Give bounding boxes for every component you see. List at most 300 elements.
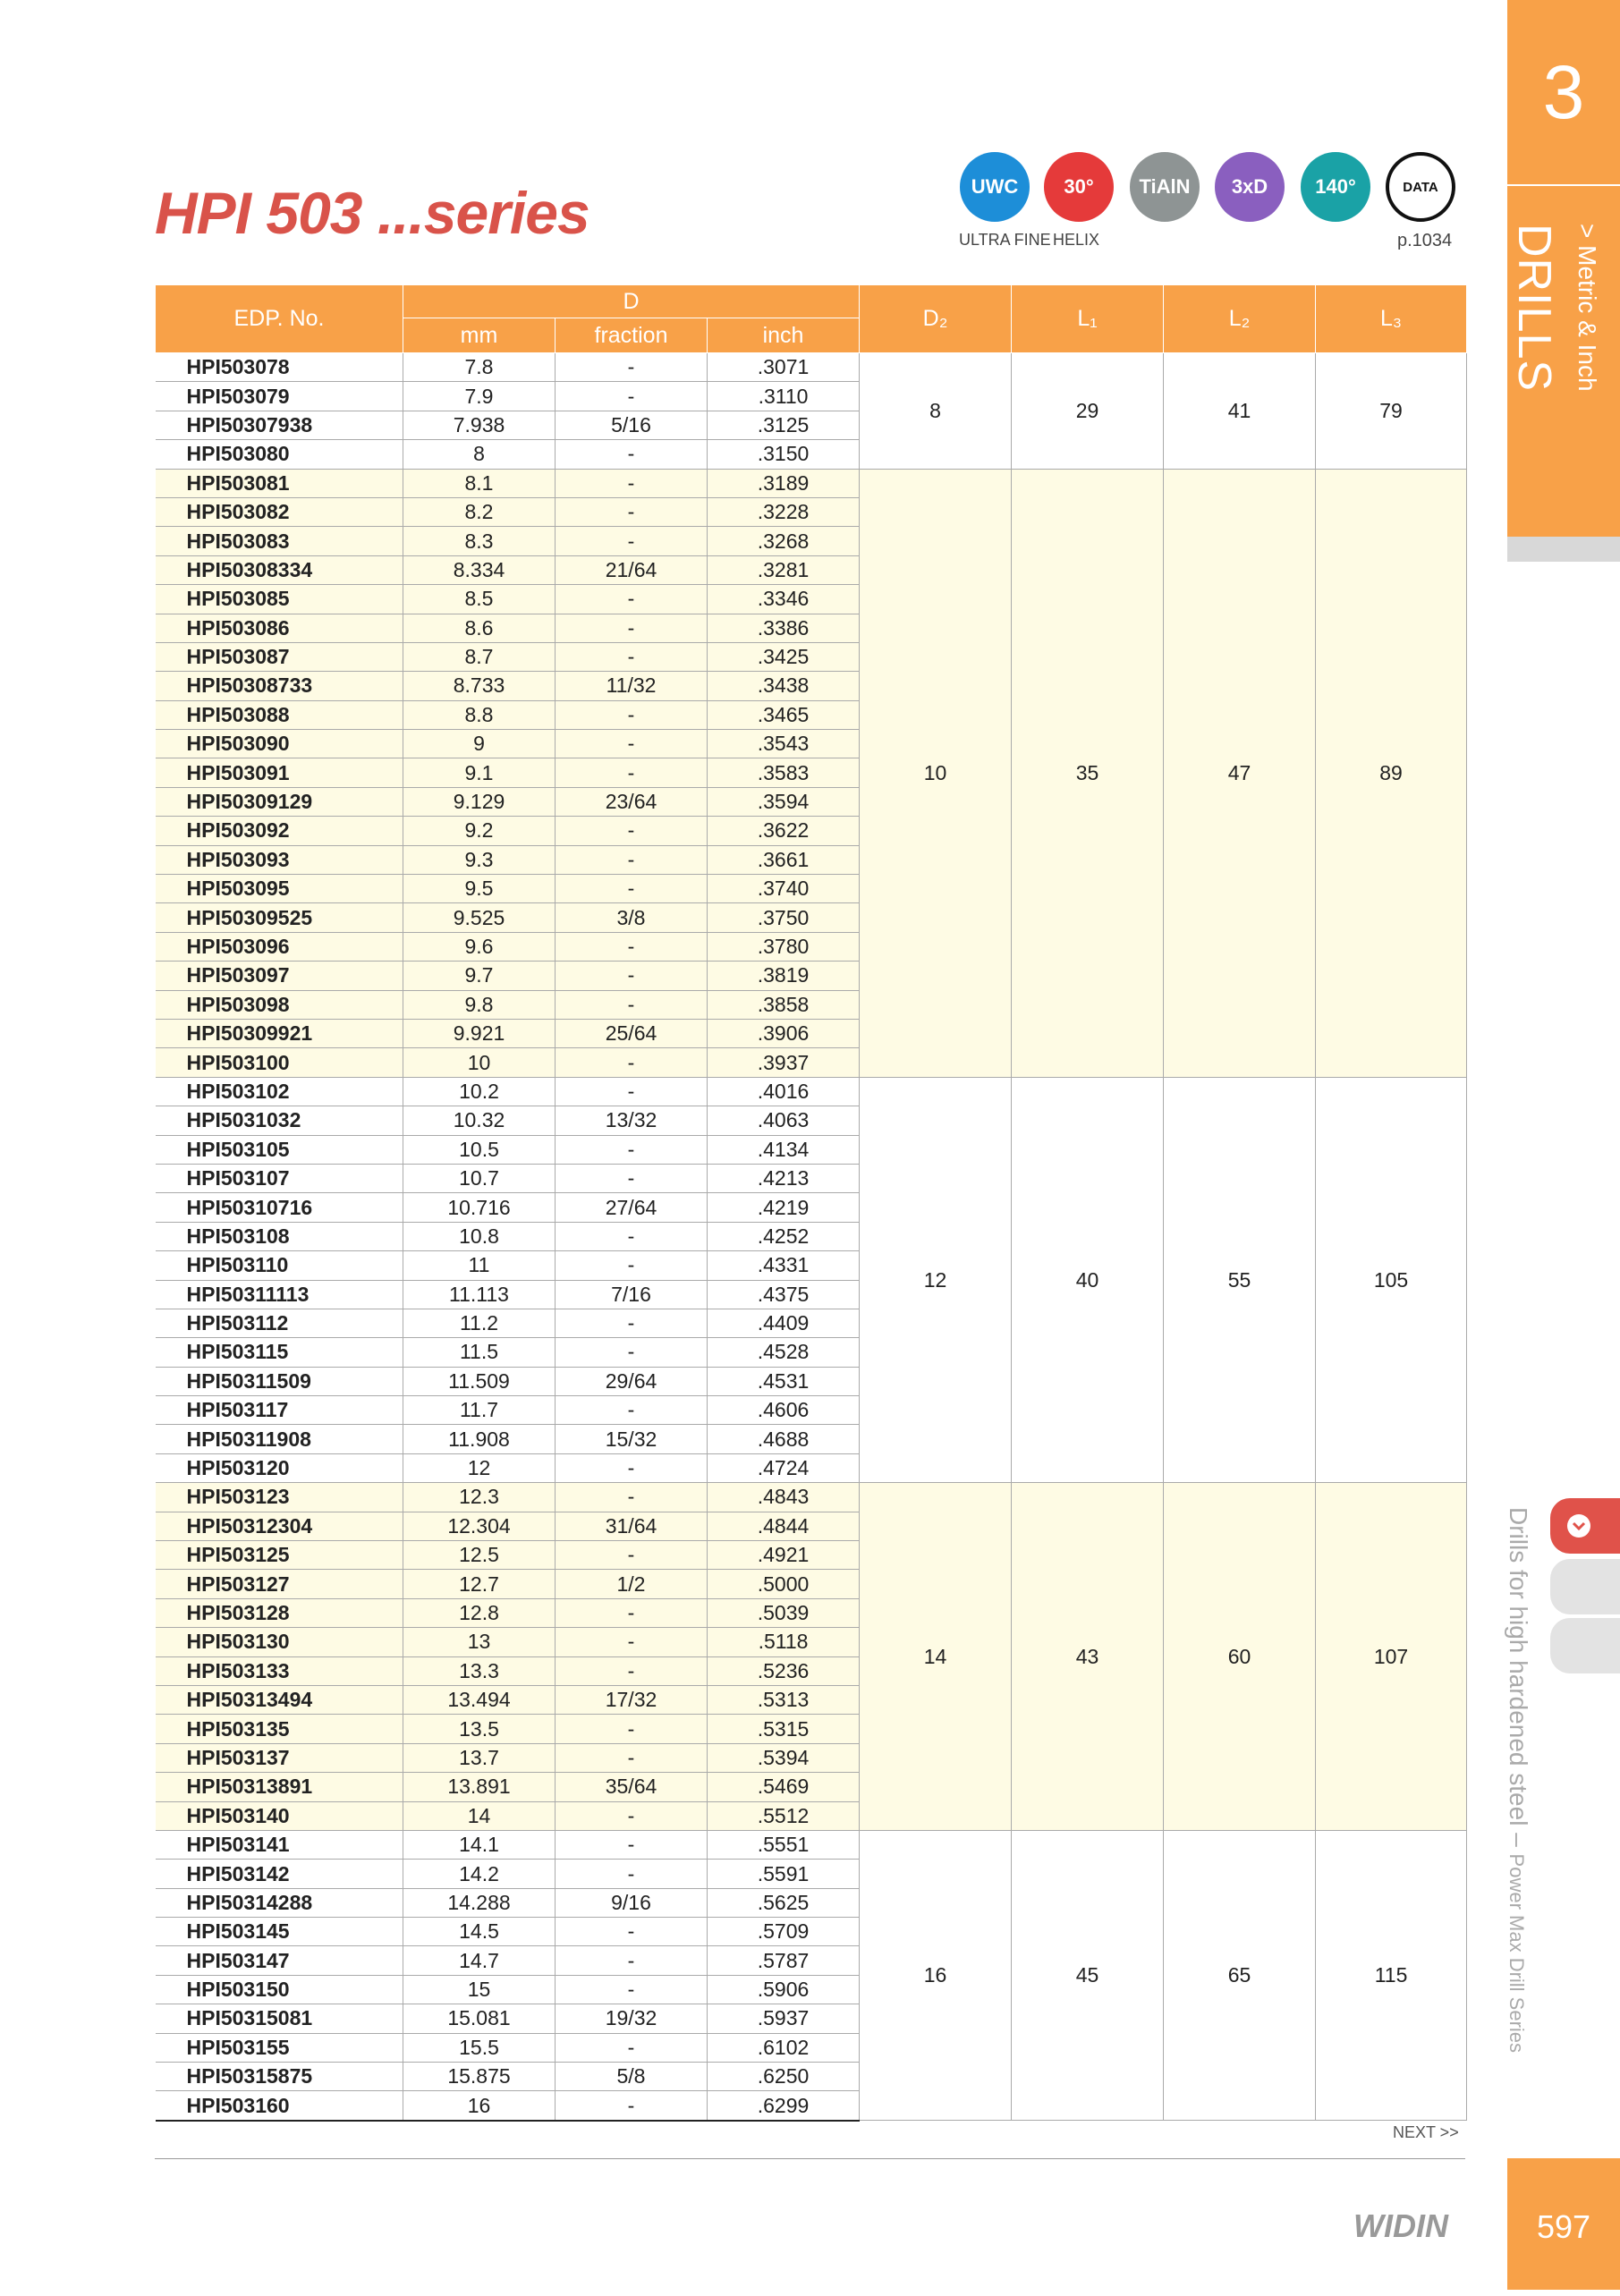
fraction-cell: 5/8 xyxy=(556,2063,708,2091)
edp-cell: HPI503127 xyxy=(156,1570,403,1598)
edp-cell: HPI503088 xyxy=(156,700,403,729)
mm-cell: 9.7 xyxy=(403,962,556,990)
category-tab[interactable] xyxy=(1550,1559,1620,1614)
edp-cell: HPI50310716 xyxy=(156,1193,403,1222)
edp-cell: HPI5031032 xyxy=(156,1106,403,1135)
col-fraction-header: fraction xyxy=(556,318,708,353)
fraction-cell: - xyxy=(556,1396,708,1425)
inch-cell: .5039 xyxy=(708,1598,860,1627)
mm-cell: 13 xyxy=(403,1628,556,1656)
mm-cell: 7.938 xyxy=(403,411,556,439)
mm-cell: 13.891 xyxy=(403,1773,556,1801)
edp-cell: HPI503133 xyxy=(156,1656,403,1685)
l1-cell: 40 xyxy=(1012,1077,1164,1482)
inch-cell: .3189 xyxy=(708,469,860,497)
edp-cell: HPI503087 xyxy=(156,642,403,671)
mm-cell: 14 xyxy=(403,1801,556,1830)
mm-cell: 11.5 xyxy=(403,1338,556,1367)
mm-cell: 15.5 xyxy=(403,2033,556,2062)
mm-cell: 8.7 xyxy=(403,642,556,671)
fraction-cell: - xyxy=(556,1743,708,1772)
mm-cell: 15.081 xyxy=(403,2004,556,2033)
fraction-cell: - xyxy=(556,845,708,874)
subsection-title: > Metric & Inch xyxy=(1573,224,1601,392)
edp-cell: HPI50309525 xyxy=(156,903,403,932)
mm-cell: 8.334 xyxy=(403,555,556,584)
inch-cell: .3858 xyxy=(708,990,860,1019)
col-mm-header: mm xyxy=(403,318,556,353)
inch-cell: .4063 xyxy=(708,1106,860,1135)
l2-cell: 55 xyxy=(1164,1077,1316,1482)
fraction-cell: - xyxy=(556,990,708,1019)
inch-cell: .3281 xyxy=(708,555,860,584)
inch-cell: .3071 xyxy=(708,353,860,382)
edp-cell: HPI503105 xyxy=(156,1135,403,1164)
inch-cell: .3740 xyxy=(708,875,860,903)
mm-cell: 11.7 xyxy=(403,1396,556,1425)
mm-cell: 16 xyxy=(403,2091,556,2121)
col-inch-header: inch xyxy=(708,318,860,353)
inch-cell: .3622 xyxy=(708,817,860,845)
edp-cell: HPI503081 xyxy=(156,469,403,497)
l3-cell: 89 xyxy=(1316,469,1467,1077)
d2-cell: 12 xyxy=(860,1077,1012,1482)
fraction-cell: - xyxy=(556,1918,708,1946)
product-table xyxy=(155,284,1467,2122)
fraction-cell: 25/64 xyxy=(556,1019,708,1047)
fraction-cell: - xyxy=(556,1222,708,1250)
category-tab[interactable] xyxy=(1550,1618,1620,1673)
edp-cell: HPI503147 xyxy=(156,1946,403,1975)
edp-cell: HPI503135 xyxy=(156,1715,403,1743)
mm-cell: 8.2 xyxy=(403,497,556,526)
fraction-cell: - xyxy=(556,1251,708,1280)
edp-cell: HPI50309129 xyxy=(156,787,403,816)
inch-cell: .3386 xyxy=(708,614,860,642)
edp-cell: HPI503100 xyxy=(156,1048,403,1077)
mm-cell: 10 xyxy=(403,1048,556,1077)
mm-cell: 11.2 xyxy=(403,1309,556,1337)
chapter-number: 3 xyxy=(1542,50,1585,134)
inch-cell: .4688 xyxy=(708,1425,860,1453)
inch-cell: .6250 xyxy=(708,2063,860,2091)
fraction-cell: - xyxy=(556,1483,708,1512)
inch-cell: .3594 xyxy=(708,787,860,816)
fraction-cell: - xyxy=(556,1656,708,1685)
vertical-subtitle: Power Max Drill Series xyxy=(1505,1853,1528,2054)
inch-cell: .3110 xyxy=(708,382,860,411)
inch-cell: .4213 xyxy=(708,1164,860,1192)
l2-cell: 41 xyxy=(1164,353,1316,470)
fraction-cell: 19/32 xyxy=(556,2004,708,2033)
table-row xyxy=(156,1077,1467,1106)
mm-cell: 10.7 xyxy=(403,1164,556,1192)
mm-cell: 9.3 xyxy=(403,845,556,874)
fraction-cell: 5/16 xyxy=(556,411,708,439)
inch-cell: .3150 xyxy=(708,440,860,469)
mm-cell: 10.8 xyxy=(403,1222,556,1250)
inch-cell: .5906 xyxy=(708,1975,860,2004)
brand-logo: WIDIN xyxy=(1353,2207,1448,2244)
fraction-cell: - xyxy=(556,962,708,990)
edp-cell: HPI503086 xyxy=(156,614,403,642)
inch-cell: .3438 xyxy=(708,672,860,700)
fraction-cell: 11/32 xyxy=(556,672,708,700)
edp-cell: HPI503090 xyxy=(156,730,403,758)
inch-cell: .4252 xyxy=(708,1222,860,1250)
inch-cell: .5000 xyxy=(708,1570,860,1598)
fraction-cell: - xyxy=(556,642,708,671)
inch-cell: .5787 xyxy=(708,1946,860,1975)
category-tab-active[interactable] xyxy=(1550,1498,1620,1554)
mm-cell: 12.3 xyxy=(403,1483,556,1512)
edp-cell: HPI50308733 xyxy=(156,672,403,700)
l1-cell: 35 xyxy=(1012,469,1164,1077)
edp-cell: HPI503115 xyxy=(156,1338,403,1367)
fraction-cell: - xyxy=(556,2033,708,2062)
edp-cell: HPI503130 xyxy=(156,1628,403,1656)
vertical-title: Drills for high hardened steel – xyxy=(1505,1507,1532,1854)
inch-cell: .3750 xyxy=(708,903,860,932)
data-icon: DATA xyxy=(1386,152,1455,222)
edp-cell: HPI503160 xyxy=(156,2091,403,2121)
inch-cell: .3228 xyxy=(708,497,860,526)
fraction-cell: - xyxy=(556,1541,708,1570)
fraction-cell: - xyxy=(556,758,708,787)
fraction-cell: - xyxy=(556,1164,708,1192)
edp-cell: HPI50314288 xyxy=(156,1888,403,1917)
fraction-cell: - xyxy=(556,382,708,411)
edp-cell: HPI503150 xyxy=(156,1975,403,2004)
inch-cell: .4409 xyxy=(708,1309,860,1337)
inch-cell: .4921 xyxy=(708,1541,860,1570)
l3-cell: 115 xyxy=(1316,1830,1467,2120)
inch-cell: .3780 xyxy=(708,932,860,961)
edp-cell: HPI50313494 xyxy=(156,1685,403,1714)
edp-cell: HPI503078 xyxy=(156,353,403,382)
fraction-cell: - xyxy=(556,440,708,469)
fraction-cell: 15/32 xyxy=(556,1425,708,1453)
uwc-icon: UWC xyxy=(960,152,1030,222)
l3-cell: 105 xyxy=(1316,1077,1467,1482)
vertical-section-label xyxy=(1504,1507,1532,2053)
fraction-cell: - xyxy=(556,2091,708,2121)
3xd-icon: 3xD xyxy=(1215,152,1285,222)
col-d-header: D xyxy=(403,285,860,318)
edp-cell: HPI503091 xyxy=(156,758,403,787)
fraction-cell: 9/16 xyxy=(556,1888,708,1917)
edp-cell: HPI50311113 xyxy=(156,1280,403,1309)
edp-cell: HPI503095 xyxy=(156,875,403,903)
l1-cell: 43 xyxy=(1012,1483,1164,1831)
inch-cell: .5591 xyxy=(708,1860,860,1888)
fraction-cell: - xyxy=(556,1077,708,1106)
mm-cell: 14.2 xyxy=(403,1860,556,1888)
page-title: HPI 503 ...series xyxy=(155,180,589,246)
mm-cell: 8.6 xyxy=(403,614,556,642)
edp-cell: HPI503098 xyxy=(156,990,403,1019)
mm-cell: 8.1 xyxy=(403,469,556,497)
edp-cell: HPI503085 xyxy=(156,585,403,614)
page-number: 597 xyxy=(1507,2158,1620,2290)
edp-cell: HPI503083 xyxy=(156,527,403,555)
mm-cell: 15.875 xyxy=(403,2063,556,2091)
d2-cell: 14 xyxy=(860,1483,1012,1831)
mm-cell: 9.1 xyxy=(403,758,556,787)
inch-cell: .5118 xyxy=(708,1628,860,1656)
inch-cell: .3661 xyxy=(708,845,860,874)
edp-cell: HPI503145 xyxy=(156,1918,403,1946)
mm-cell: 14.1 xyxy=(403,1830,556,1859)
mm-cell: 8.3 xyxy=(403,527,556,555)
mm-cell: 9.921 xyxy=(403,1019,556,1047)
mm-cell: 8.8 xyxy=(403,700,556,729)
fraction-cell: - xyxy=(556,1338,708,1367)
mm-cell: 13.494 xyxy=(403,1685,556,1714)
edp-cell: HPI503107 xyxy=(156,1164,403,1192)
fraction-cell: - xyxy=(556,932,708,961)
inch-cell: .6299 xyxy=(708,2091,860,2121)
inch-cell: .3906 xyxy=(708,1019,860,1047)
l1-cell: 29 xyxy=(1012,353,1164,470)
inch-cell: .6102 xyxy=(708,2033,860,2062)
mm-cell: 12.5 xyxy=(403,1541,556,1570)
inch-cell: .5394 xyxy=(708,1743,860,1772)
edp-cell: HPI503117 xyxy=(156,1396,403,1425)
inch-cell: .4724 xyxy=(708,1453,860,1482)
fraction-cell: 35/64 xyxy=(556,1773,708,1801)
mm-cell: 10.32 xyxy=(403,1106,556,1135)
inch-cell: .5709 xyxy=(708,1918,860,1946)
fraction-cell: - xyxy=(556,1830,708,1859)
inch-cell: .4844 xyxy=(708,1512,860,1540)
col-l1-header: L₁ xyxy=(1012,285,1164,353)
inch-cell: .3583 xyxy=(708,758,860,787)
chevron-down-icon xyxy=(1550,1498,1620,1554)
mm-cell: 9 xyxy=(403,730,556,758)
edp-cell: HPI503108 xyxy=(156,1222,403,1250)
fraction-cell: - xyxy=(556,1715,708,1743)
mm-cell: 14.5 xyxy=(403,1918,556,1946)
fraction-cell: - xyxy=(556,1946,708,1975)
fraction-cell: - xyxy=(556,353,708,382)
inch-cell: .3125 xyxy=(708,411,860,439)
fraction-cell: - xyxy=(556,1860,708,1888)
mm-cell: 9.6 xyxy=(403,932,556,961)
l3-cell: 79 xyxy=(1316,353,1467,470)
mm-cell: 11 xyxy=(403,1251,556,1280)
fraction-cell: 7/16 xyxy=(556,1280,708,1309)
table-row xyxy=(156,1830,1467,1859)
inch-cell: .3346 xyxy=(708,585,860,614)
icon-label: ULTRA FINE xyxy=(959,231,1051,249)
fraction-cell: 13/32 xyxy=(556,1106,708,1135)
edp-cell: HPI503128 xyxy=(156,1598,403,1627)
edp-cell: HPI503120 xyxy=(156,1453,403,1482)
edp-cell: HPI503092 xyxy=(156,817,403,845)
fraction-cell: - xyxy=(556,527,708,555)
inch-cell: .5625 xyxy=(708,1888,860,1917)
mm-cell: 11.113 xyxy=(403,1280,556,1309)
inch-cell: .3465 xyxy=(708,700,860,729)
inch-cell: .3268 xyxy=(708,527,860,555)
edp-cell: HPI50309921 xyxy=(156,1019,403,1047)
inch-cell: .4331 xyxy=(708,1251,860,1280)
l2-cell: 60 xyxy=(1164,1483,1316,1831)
fraction-cell: - xyxy=(556,585,708,614)
inch-cell: .4528 xyxy=(708,1338,860,1367)
col-edp-header: EDP. No. xyxy=(156,285,403,353)
fraction-cell: - xyxy=(556,1628,708,1656)
fraction-cell: 1/2 xyxy=(556,1570,708,1598)
mm-cell: 9.129 xyxy=(403,787,556,816)
edp-cell: HPI503112 xyxy=(156,1309,403,1337)
fraction-cell: - xyxy=(556,1309,708,1337)
mm-cell: 14.288 xyxy=(403,1888,556,1917)
mm-cell: 13.7 xyxy=(403,1743,556,1772)
edp-cell: HPI503102 xyxy=(156,1077,403,1106)
edp-cell: HPI50313891 xyxy=(156,1773,403,1801)
fraction-cell: 17/32 xyxy=(556,1685,708,1714)
edp-cell: HPI50307938 xyxy=(156,411,403,439)
edp-cell: HPI503155 xyxy=(156,2033,403,2062)
mm-cell: 10.5 xyxy=(403,1135,556,1164)
edp-cell: HPI503093 xyxy=(156,845,403,874)
col-l2-header: L₂ xyxy=(1164,285,1316,353)
fraction-cell: 23/64 xyxy=(556,787,708,816)
divider xyxy=(1507,184,1620,186)
col-l3-header: L₃ xyxy=(1316,285,1467,353)
edp-cell: HPI503079 xyxy=(156,382,403,411)
mm-cell: 8.5 xyxy=(403,585,556,614)
inch-cell: .4134 xyxy=(708,1135,860,1164)
edp-cell: HPI50311509 xyxy=(156,1367,403,1395)
point-angle-140-icon: 140° xyxy=(1301,152,1370,222)
inch-cell: .5469 xyxy=(708,1773,860,1801)
l2-cell: 65 xyxy=(1164,1830,1316,2120)
mm-cell: 12.304 xyxy=(403,1512,556,1540)
inch-cell: .3937 xyxy=(708,1048,860,1077)
fraction-cell: - xyxy=(556,700,708,729)
fraction-cell: 3/8 xyxy=(556,903,708,932)
edp-cell: HPI503141 xyxy=(156,1830,403,1859)
fraction-cell: - xyxy=(556,614,708,642)
edp-cell: HPI50312304 xyxy=(156,1512,403,1540)
d2-cell: 10 xyxy=(860,469,1012,1077)
mm-cell: 14.7 xyxy=(403,1946,556,1975)
mm-cell: 11.908 xyxy=(403,1425,556,1453)
inch-cell: .4016 xyxy=(708,1077,860,1106)
table-row xyxy=(156,353,1467,382)
helix-30-icon: 30° xyxy=(1044,152,1114,222)
fraction-cell: 27/64 xyxy=(556,1193,708,1222)
inch-cell: .5236 xyxy=(708,1656,860,1685)
inch-cell: .5313 xyxy=(708,1685,860,1714)
edp-cell: HPI503110 xyxy=(156,1251,403,1280)
fraction-cell: - xyxy=(556,1453,708,1482)
mm-cell: 12 xyxy=(403,1453,556,1482)
fraction-cell: - xyxy=(556,875,708,903)
fraction-cell: - xyxy=(556,1801,708,1830)
mm-cell: 11.509 xyxy=(403,1367,556,1395)
mm-cell: 8 xyxy=(403,440,556,469)
inch-cell: .4219 xyxy=(708,1193,860,1222)
edp-cell: HPI50315875 xyxy=(156,2063,403,2091)
fraction-cell: - xyxy=(556,1135,708,1164)
next-page-link[interactable]: NEXT >> xyxy=(1393,2123,1459,2141)
mm-cell: 8.733 xyxy=(403,672,556,700)
fraction-cell: 21/64 xyxy=(556,555,708,584)
inch-cell: .4606 xyxy=(708,1396,860,1425)
fraction-cell: - xyxy=(556,497,708,526)
mm-cell: 9.8 xyxy=(403,990,556,1019)
edp-cell: HPI503137 xyxy=(156,1743,403,1772)
edp-cell: HPI503140 xyxy=(156,1801,403,1830)
mm-cell: 9.2 xyxy=(403,817,556,845)
inch-cell: .5315 xyxy=(708,1715,860,1743)
mm-cell: 13.3 xyxy=(403,1656,556,1685)
l1-cell: 45 xyxy=(1012,1830,1164,2120)
inch-cell: .4375 xyxy=(708,1280,860,1309)
mm-cell: 15 xyxy=(403,1975,556,2004)
mm-cell: 9.5 xyxy=(403,875,556,903)
inch-cell: .3425 xyxy=(708,642,860,671)
mm-cell: 7.9 xyxy=(403,382,556,411)
fraction-cell: - xyxy=(556,1048,708,1077)
inch-cell: .3543 xyxy=(708,730,860,758)
tialn-coating-icon: TiAlN xyxy=(1130,152,1200,222)
fraction-cell: - xyxy=(556,469,708,497)
mm-cell: 10.2 xyxy=(403,1077,556,1106)
edp-cell: HPI50311908 xyxy=(156,1425,403,1453)
edp-cell: HPI503082 xyxy=(156,497,403,526)
mm-cell: 10.716 xyxy=(403,1193,556,1222)
edp-cell: HPI503125 xyxy=(156,1541,403,1570)
l2-cell: 47 xyxy=(1164,469,1316,1077)
mm-cell: 9.525 xyxy=(403,903,556,932)
chapter-tab-footer xyxy=(1507,537,1620,562)
fraction-cell: - xyxy=(556,1598,708,1627)
icon-label: HELIX xyxy=(1053,231,1100,249)
edp-cell: HPI503142 xyxy=(156,1860,403,1888)
section-title: DRILLS xyxy=(1508,224,1560,393)
inch-cell: .5937 xyxy=(708,2004,860,2033)
data-page-reference[interactable]: p.1034 xyxy=(1397,231,1453,250)
edp-cell: HPI503123 xyxy=(156,1483,403,1512)
edp-cell: HPI50308334 xyxy=(156,555,403,584)
d2-cell: 8 xyxy=(860,353,1012,470)
fraction-cell: - xyxy=(556,730,708,758)
edp-cell: HPI503097 xyxy=(156,962,403,990)
mm-cell: 12.7 xyxy=(403,1570,556,1598)
fraction-cell: 29/64 xyxy=(556,1367,708,1395)
edp-cell: HPI50315081 xyxy=(156,2004,403,2033)
table-row xyxy=(156,1483,1467,1512)
inch-cell: .4843 xyxy=(708,1483,860,1512)
inch-cell: .4531 xyxy=(708,1367,860,1395)
col-d2-header: D₂ xyxy=(860,285,1012,353)
footer-divider xyxy=(155,2158,1465,2159)
inch-cell: .3819 xyxy=(708,962,860,990)
edp-cell: HPI503096 xyxy=(156,932,403,961)
fraction-cell: 31/64 xyxy=(556,1512,708,1540)
inch-cell: .5551 xyxy=(708,1830,860,1859)
inch-cell: .5512 xyxy=(708,1801,860,1830)
table-row xyxy=(156,469,1467,497)
d2-cell: 16 xyxy=(860,1830,1012,2120)
edp-cell: HPI503080 xyxy=(156,440,403,469)
mm-cell: 7.8 xyxy=(403,353,556,382)
